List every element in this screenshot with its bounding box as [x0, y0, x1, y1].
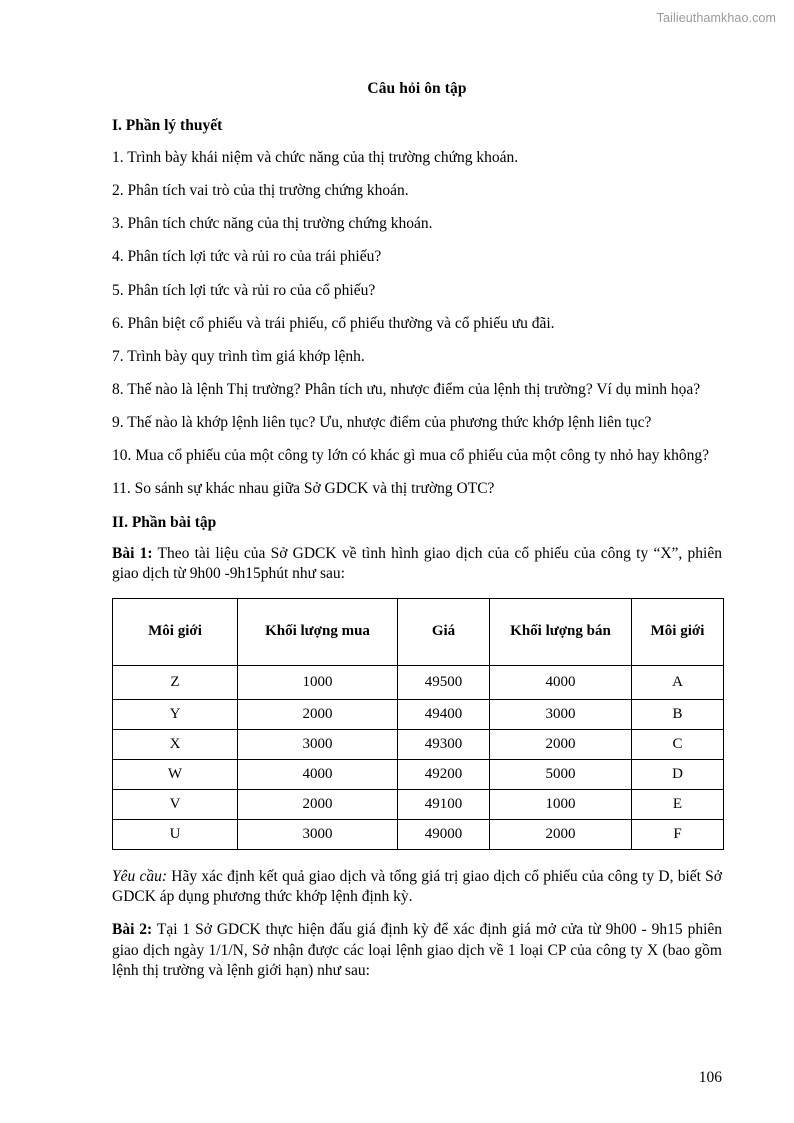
table-header-cell: Giá [398, 598, 490, 665]
table-cell: 1000 [490, 789, 632, 819]
table-cell: V [113, 789, 238, 819]
order-book-table [112, 598, 724, 850]
table-cell: U [113, 819, 238, 849]
section-heading-exercises: II. Phần bài tập [112, 513, 217, 531]
table-cell: Z [113, 665, 238, 699]
table-cell: 49400 [398, 699, 490, 729]
table-header-cell: Môi giới [632, 598, 724, 665]
page-number: 106 [698, 1069, 722, 1086]
table-cell: Y [113, 699, 238, 729]
table-cell: 49200 [398, 759, 490, 789]
exercise-1-text: Theo tài liệu của Sở GDCK về tình hình giao dịch của cổ phiếu của công ty “X”, phiên giao dịch từ 9h00 -9h15phút như sau: [112, 544, 722, 583]
table-cell: 2000 [238, 789, 398, 819]
requirement-text: Hãy xác định kết quả giao dịch và tổng giá trị giao dịch cổ phiếu của công ty D, biết Sở GDCK áp dụng phương thức khớp lệnh định kỳ. [112, 867, 723, 906]
table-cell: E [632, 789, 724, 819]
exercise-1-label: Bài 1: [112, 544, 153, 562]
table-cell: F [632, 819, 724, 849]
watermark-text: Tailieuthamkhao.com [656, 11, 776, 25]
question-item: 9. Thế nào là khớp lệnh liên tục? Ưu, nhược điểm của phương thức khớp lệnh liên tục? [112, 414, 652, 432]
question-item: 4. Phân tích lợi tức và rủi ro của trái phiếu? [112, 248, 382, 266]
table-cell: 49100 [398, 789, 490, 819]
table-cell: 4000 [238, 759, 398, 789]
question-item: 6. Phân biệt cổ phiếu và trái phiếu, cổ phiếu thường và cổ phiếu ưu đãi. [112, 314, 555, 332]
exercise-1-paragraph [112, 544, 722, 585]
table-header-cell: Khối lượng bán [490, 598, 632, 665]
table-cell: 1000 [238, 665, 398, 699]
table-cell: 3000 [238, 819, 398, 849]
question-item: 8. Thế nào là lệnh Thị trường? Phân tích ưu, nhược điểm của lệnh thị trường? Ví dụ minh họa? [112, 380, 701, 398]
table-cell: A [632, 665, 724, 699]
question-item: 5. Phân tích lợi tức và rủi ro của cổ phiếu? [112, 281, 376, 299]
table-row [113, 819, 724, 849]
question-item: 1. Trình bày khái niệm và chức năng của thị trường chứng khoán. [112, 149, 519, 166]
requirement-paragraph [112, 867, 722, 908]
table-cell: D [632, 759, 724, 789]
question-item: 7. Trình bày quy trình tìm giá khớp lệnh. [112, 347, 365, 365]
table-cell: W [113, 759, 238, 789]
question-item: 10. Mua cổ phiếu của một công ty lớn có khác gì mua cổ phiếu của một công ty nhỏ hay không? [112, 447, 710, 465]
exercise-2-label: Bài 2: [112, 920, 153, 938]
requirement-label: Yêu cầu: [112, 867, 168, 885]
table-row [113, 759, 724, 789]
table-cell: 5000 [490, 759, 632, 789]
table-row [113, 665, 724, 699]
table-cell: 2000 [490, 729, 632, 759]
question-item: 2. Phân tích vai trò của thị trường chứng khoán. [112, 182, 409, 200]
table-header-cell: Khối lượng mua [238, 598, 398, 665]
table-header-row [113, 598, 724, 665]
table-cell: 4000 [490, 665, 632, 699]
question-item: 11. So sánh sự khác nhau giữa Sở GDCK và thị trường OTC? [112, 480, 495, 498]
table-row [113, 699, 724, 729]
page-title: Câu hỏi ôn tập [367, 80, 467, 97]
table-cell: 2000 [490, 819, 632, 849]
table-cell: X [113, 729, 238, 759]
question-item: 3. Phân tích chức năng của thị trường chứng khoán. [112, 215, 433, 233]
table-cell: 49500 [398, 665, 490, 699]
exercise-2-text: Tại 1 Sở GDCK thực hiện đấu giá định kỳ để xác định giá mở cửa từ 9h00 - 9h15 phiên giao dịch ngày 1/1/N, Sở nhận được các loại lệnh giao dịch về 1 loại CP của công ty X (bao gồm lệnh thị trường và lệnh giới hạn) như sau: [112, 920, 723, 980]
table-cell: B [632, 699, 724, 729]
table-cell: C [632, 729, 724, 759]
document-content [112, 80, 722, 982]
section-heading-theory: I. Phần lý thuyết [112, 117, 223, 134]
table-row [113, 789, 724, 819]
table-cell: 2000 [238, 699, 398, 729]
table-cell: 49000 [398, 819, 490, 849]
table-cell: 3000 [238, 729, 398, 759]
table-cell: 49300 [398, 729, 490, 759]
table-header-cell: Môi giới [113, 598, 238, 665]
exercise-2-paragraph [112, 920, 722, 982]
table-row [113, 729, 724, 759]
table-cell: 3000 [490, 699, 632, 729]
